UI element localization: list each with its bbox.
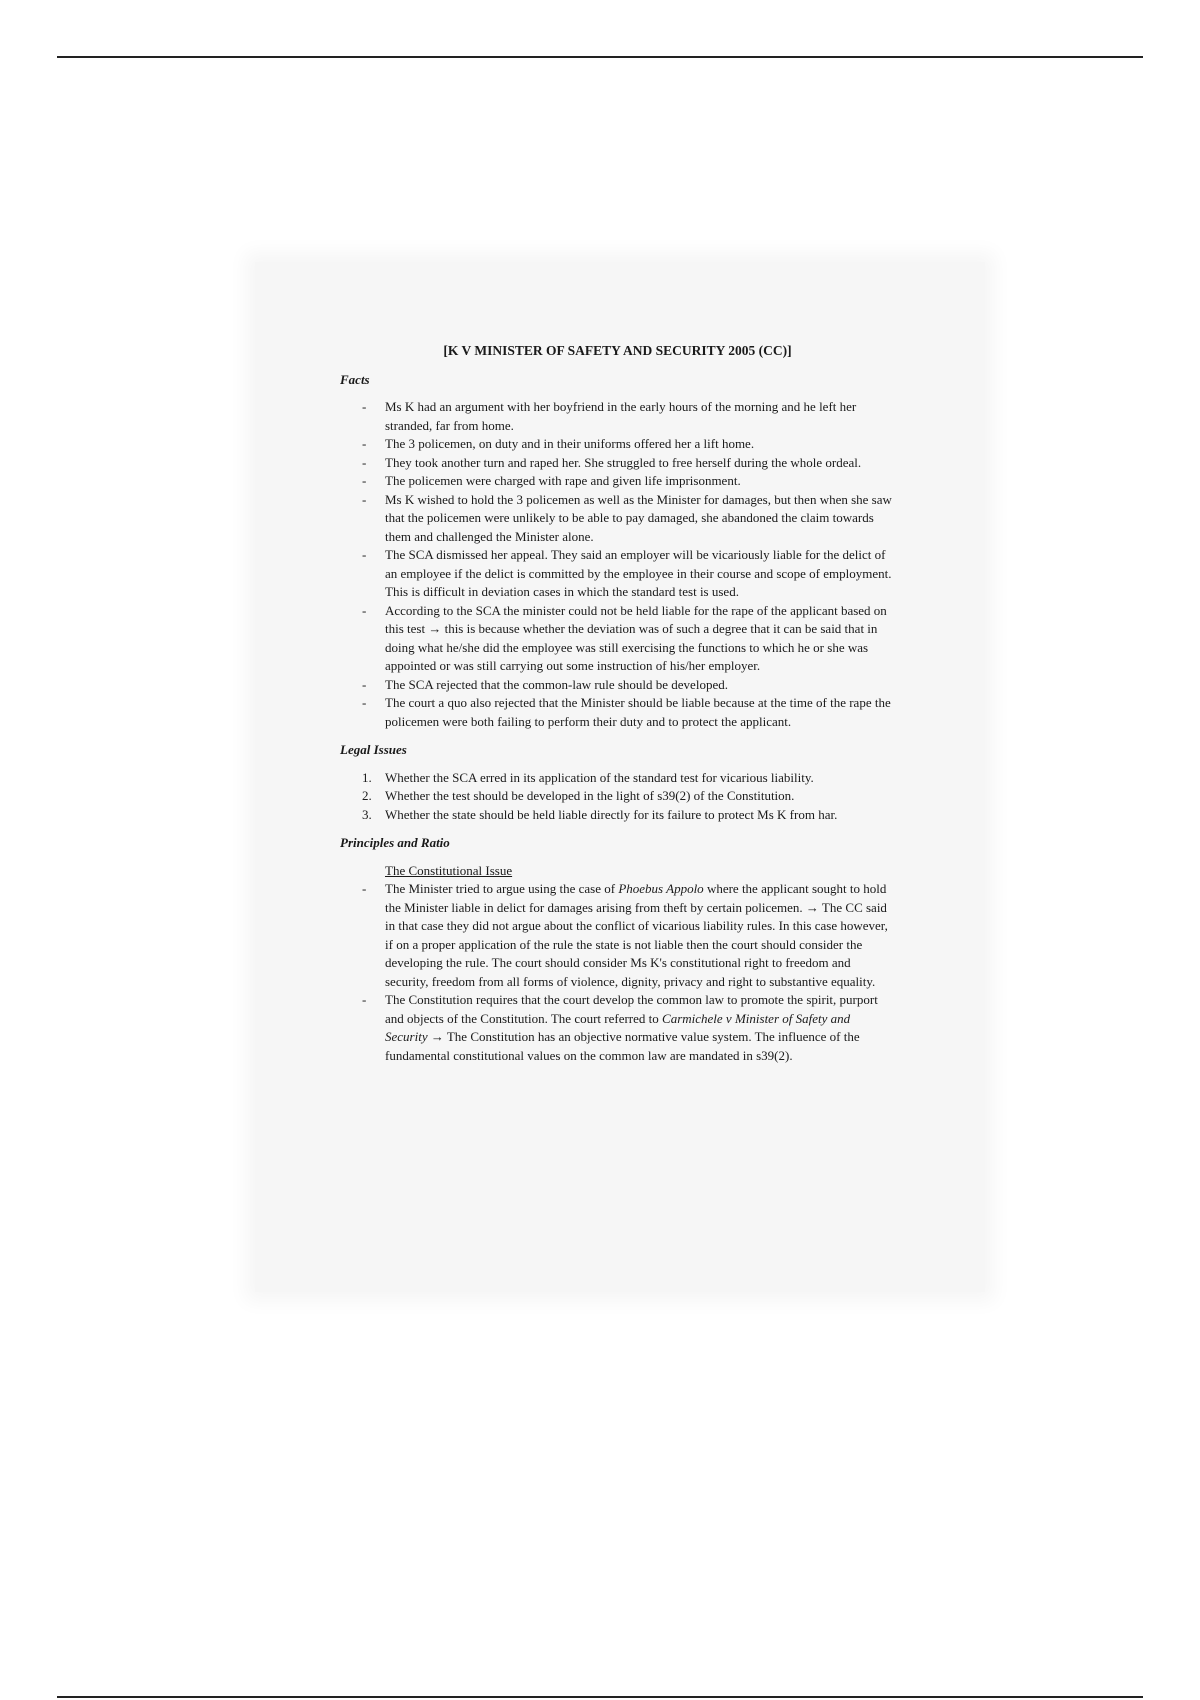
constitutional-issue-subheading: The Constitutional Issue xyxy=(385,862,513,878)
top-rule xyxy=(57,56,1143,58)
list-item: - The 3 policemen, on duty and in their uniforms offered her a lift home. xyxy=(362,436,755,451)
document-content xyxy=(340,342,895,1075)
case-name: Carmichele v Minister of Safety and Security xyxy=(385,1010,851,1044)
legal-issues-list xyxy=(340,769,895,825)
list-item: 1. Whether the SCA erred in its application of the standard test for vicarious liability. xyxy=(362,769,814,785)
document-title: [K V MINISTER OF SAFETY AND SECURITY 2005 (CC)] xyxy=(443,343,792,358)
list-item: - The SCA dismissed her appeal. They said an employer will be vicariously liable for the delict of an employee if the delict is committed by the employee in their course and scope of employment. This is difficult in deviation cases in which the standard test is used. xyxy=(362,547,892,599)
list-item: - The SCA rejected that the common-law rule should be developed. xyxy=(362,676,728,692)
list-item: - The Constitution requires that the court develop the common law to promote the spirit, purport and objects of the Constitution. The court referred to Carmichele v Minister of Safety and Security → The Constitution has an objective normative value system. The influence of the fundamental constitutional values on the common law are mandated in s39(2). xyxy=(362,992,878,1063)
list-item: 3. Whether the state should be held liable directly for its failure to protect Ms K from har. xyxy=(362,806,838,822)
list-item: - The court a quo also rejected that the Minister should be liable because at the time of the rape the policemen were both failing to perform their duty and to protect the applicant. xyxy=(362,695,891,729)
legal-issues-heading: Legal Issues xyxy=(340,742,407,757)
list-item: - They took another turn and raped her. She struggled to free herself during the whole ordeal. xyxy=(362,454,862,470)
case-name: Phoebus Appolo xyxy=(618,881,704,896)
list-item: - The Minister tried to argue using the case of Phoebus Appolo where the applicant sought to hold the Minister liable in delict for damages arising from theft by certain policemen. → The CC said in that case they did not argue about the conflict of vicarious liability rules. In this case however, if on a proper application of the rule the state is not liable then the court should consider the developing the rule. The court should consider Ms K's constitutional right to freedom and security, freedom from all forms of violence, dignity, privacy and right to substantive equality. xyxy=(362,881,888,989)
list-item: - The policemen were charged with rape and given life imprisonment. xyxy=(362,473,741,488)
facts-list xyxy=(340,398,895,731)
principles-heading: Principles and Ratio xyxy=(340,835,450,850)
principles-list xyxy=(340,880,895,1065)
list-item: - Ms K wished to hold the 3 policemen as well as the Minister for damages, but then when she saw that the policemen were unlikely to be able to pay damaged, she abandoned the claim towards them and challenged the Minister alone. xyxy=(362,491,892,544)
facts-heading: Facts xyxy=(340,371,370,387)
list-item: - Ms K had an argument with her boyfriend in the early hours of the morning and he left her stranded, far from home. xyxy=(362,399,857,433)
list-item: 2. Whether the test should be developed in the light of s39(2) of the Constitution. xyxy=(362,788,795,803)
list-item: - According to the SCA the minister could not be held liable for the rape of the applicant based on this test → this is because whether the deviation was of such a degree that it can be said that in doing what he/she did the employee was still exercising the functions to which he or she was appointed or was still carrying out some instruction of his/her employer. xyxy=(362,602,887,673)
bottom-rule xyxy=(57,1696,1143,1698)
